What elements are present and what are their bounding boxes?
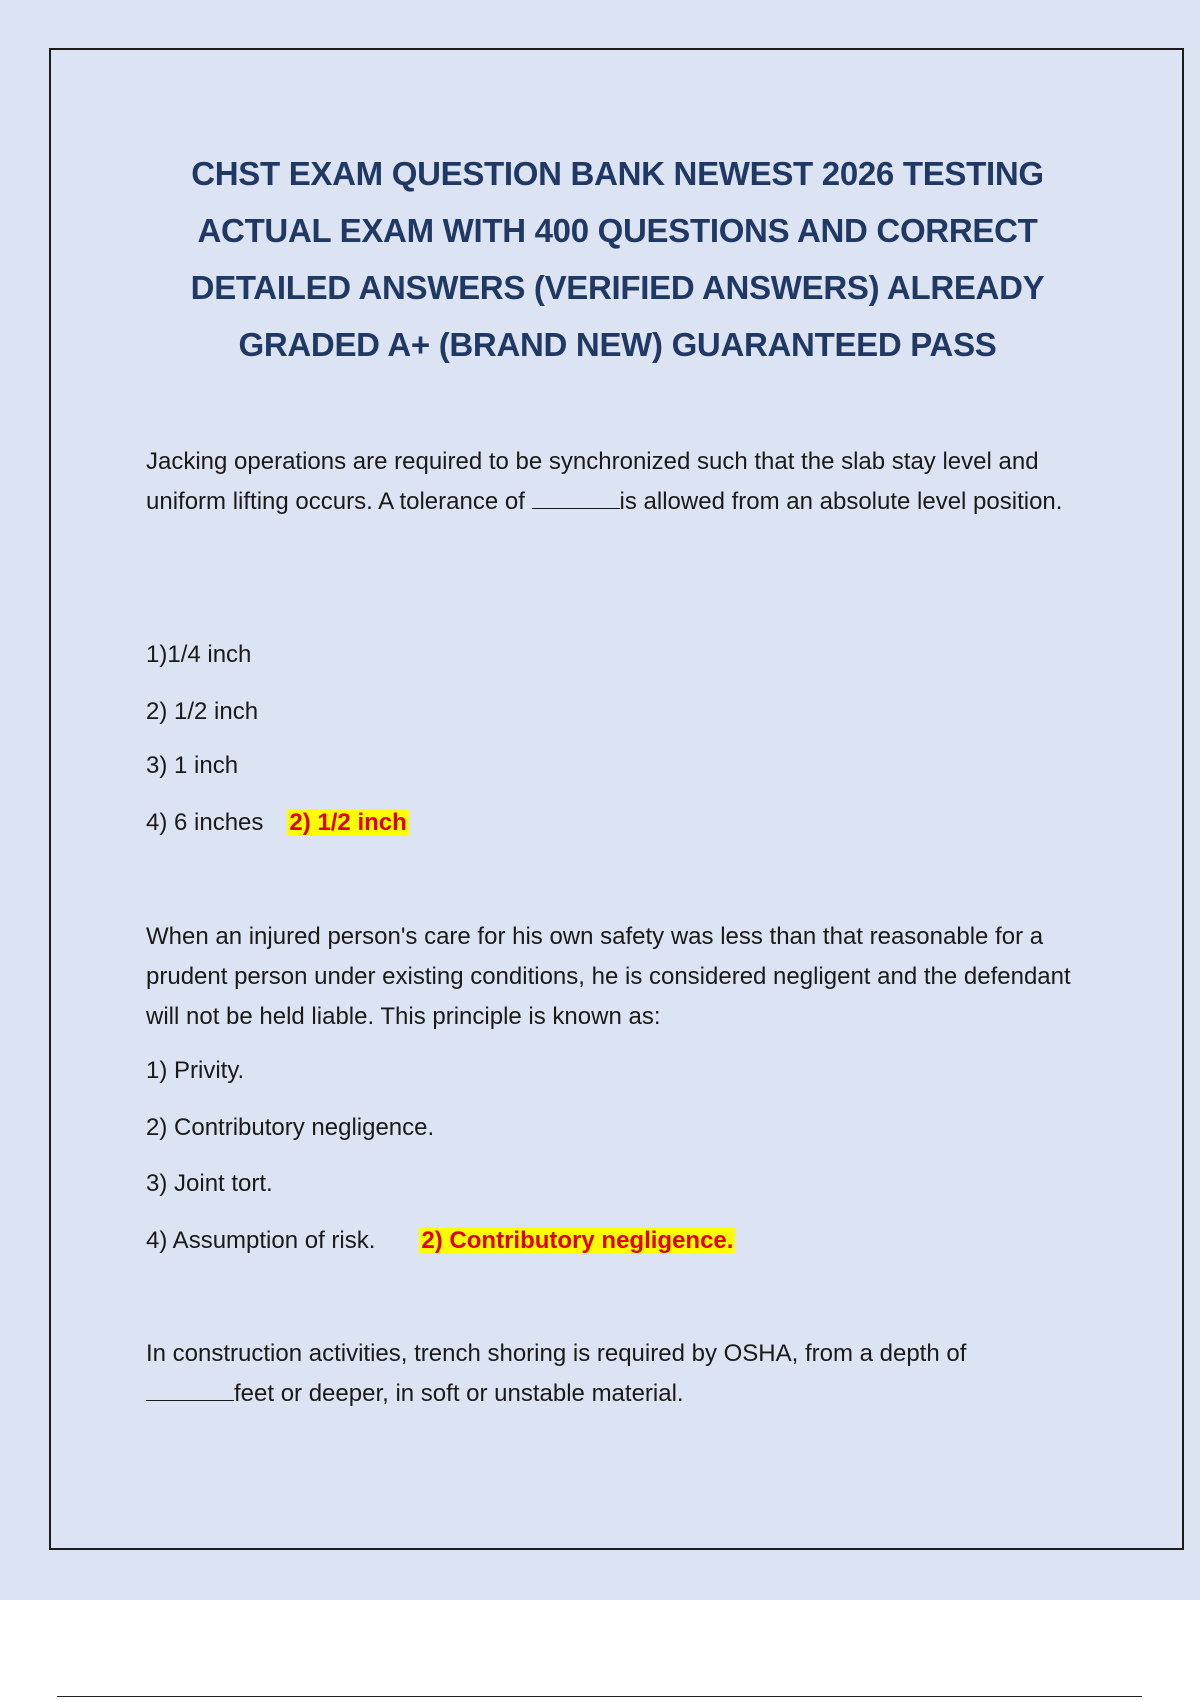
document-title: CHST EXAM QUESTION BANK NEWEST 2026 TESTING ACTUAL EXAM WITH 400 QUESTIONS AND CORRECT DETAILED ANSWERS (VERIFIED ANSWERS) ALREADY GRADED A+ (BRAND NEW) GUARANTEED PASS: [190, 155, 1045, 363]
question-3-stem-part1: In construction activities, trench shoring is required by OSHA, from a depth of: [146, 1340, 967, 1367]
question-2-option-2: 2) Contributory negligence.: [146, 1114, 435, 1141]
question-3-stem: [146, 1334, 1096, 1414]
question-1-stem-part1: Jacking operations are required to be synchronized such that the slab stay level and uniform lifting occurs. A tolerance of: [146, 448, 1039, 515]
footer-rule: [57, 1696, 1142, 1697]
question-1-option-4-row: [146, 808, 409, 838]
question-2-stem: When an injured person's care for his own safety was less than that reasonable for a prudent person under existing conditions, he is considered negligent and the defendant will not be held liable. This principle is known as:: [146, 923, 1071, 1030]
question-1-option-3: 3) 1 inch: [146, 752, 239, 779]
answer-blank: [146, 1378, 234, 1401]
question-2-option-4-row: [146, 1226, 735, 1256]
question-2-option-1: 1) Privity.: [146, 1057, 245, 1084]
question-1-stem: [146, 442, 1096, 522]
question-1: [146, 442, 1096, 522]
question-1-stem-part2: is allowed from an absolute level position.: [619, 488, 1063, 515]
question-2-option-4: 4) Assumption of risk.: [146, 1227, 376, 1254]
question-1-option-1: 1)1/4 inch: [146, 641, 252, 668]
question-1-option-2: 2) 1/2 inch: [146, 698, 259, 725]
question-3: [146, 1334, 1096, 1414]
question-2-answer: 2) Contributory negligence.: [421, 1227, 734, 1254]
question-2-option-3: 3) Joint tort.: [146, 1170, 273, 1197]
question-3-stem-part2: feet or deeper, in soft or unstable material.: [234, 1380, 684, 1407]
answer-blank: [532, 486, 620, 509]
question-2: [146, 917, 1096, 1037]
question-1-option-4: 4) 6 inches: [146, 809, 264, 836]
question-1-answer: 2) 1/2 inch: [289, 809, 407, 836]
